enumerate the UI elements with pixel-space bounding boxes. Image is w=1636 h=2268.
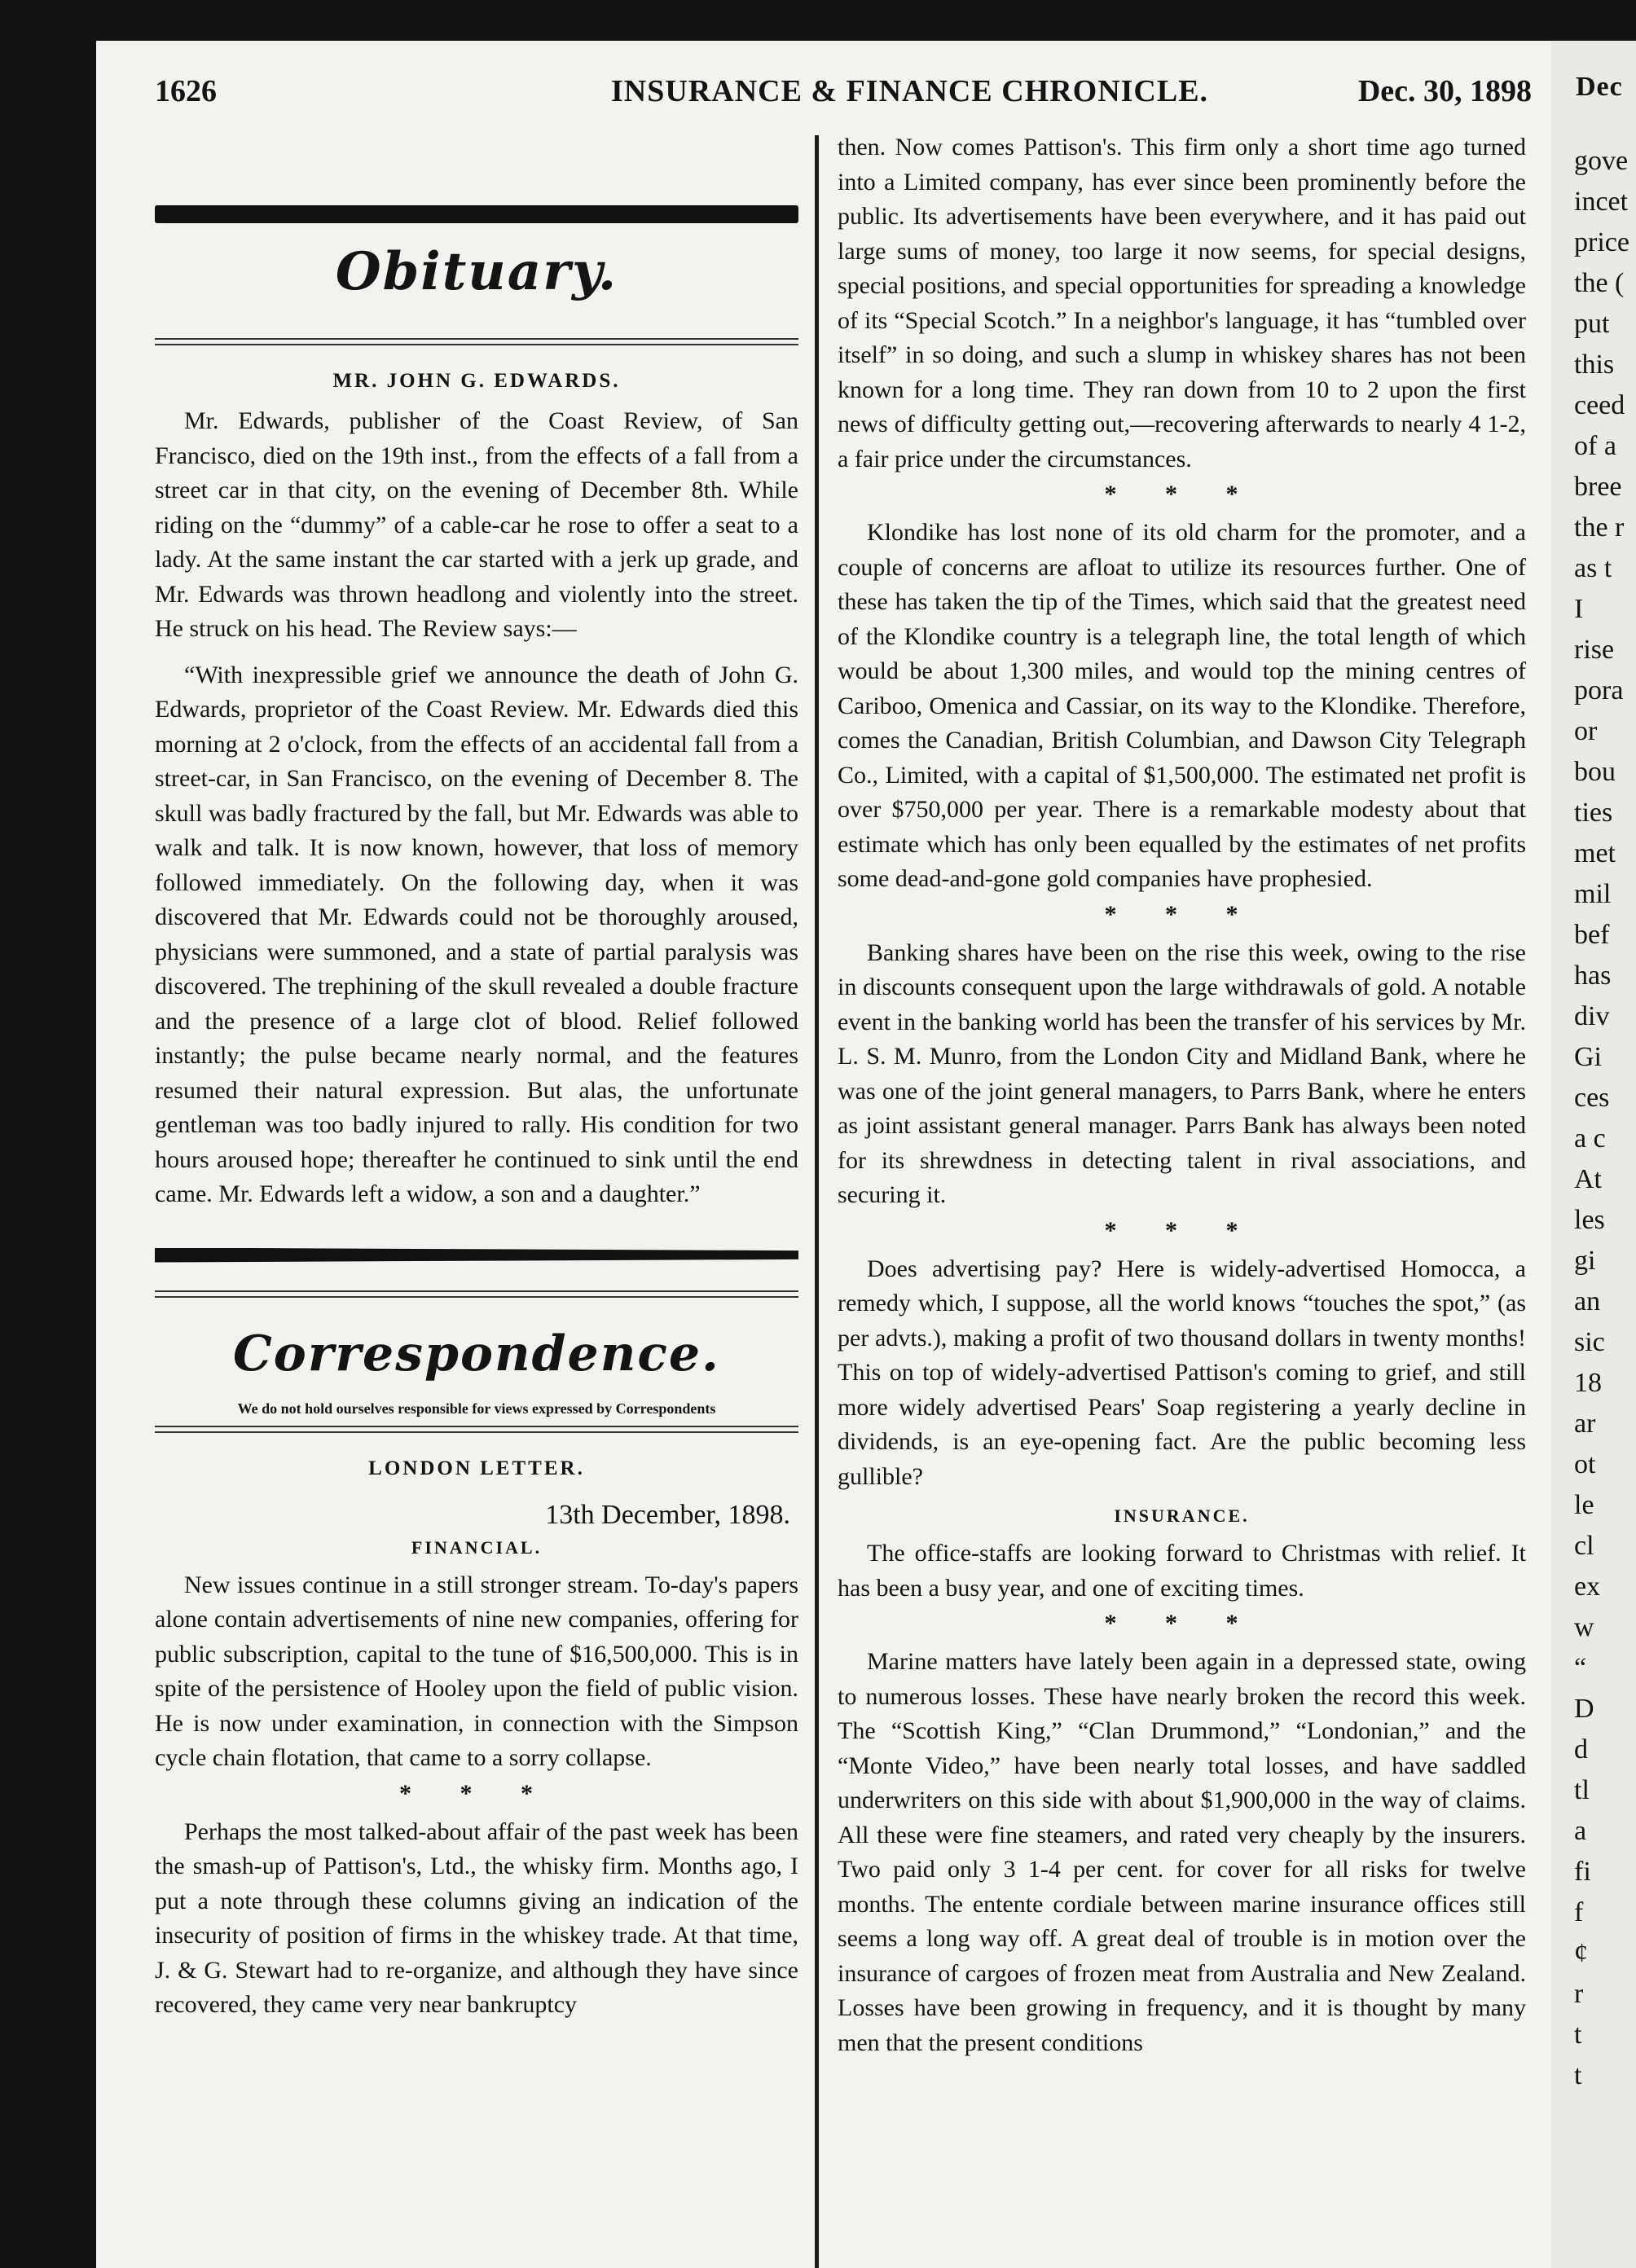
obituary-rule <box>155 338 798 345</box>
financial-paragraph: Perhaps the most talked-about affair of the past week has been the smash-up of Pattison's, Ltd., the whisky firm. Months ago, I put a note through these columns giving an indication of the insecurity of position of firms in the whiskey trade. At that time, J. & G. Stewart had to re-organize, and although they have since recovered, they came very near bankruptcy <box>155 1817 798 2018</box>
obituary-paragraph: Mr. Edwards, publisher of the Coast Review, of San Francisco, died on the 19th inst., from the effects of a fall from a street car in that city, on the evening of December 8th. While riding on the “dummy” of a cable-car he rose to offer a seat to a lady. At the same instant the car started with a jerk up grade, and Mr. Edwards was thrown headlong and violently into the street. He struck on his head. The Review says:— <box>155 407 798 642</box>
issue-date: Dec. 30, 1898 <box>1357 74 1532 108</box>
adjacent-page-line: incet <box>1574 187 1629 217</box>
adjacent-page-fragment <box>1551 41 1636 2268</box>
adjacent-page-line: ex <box>1574 1571 1601 1602</box>
correspondence-rule <box>155 1426 798 1433</box>
running-head <box>155 73 1532 122</box>
obituary-subhead: MR. JOHN G. EDWARDS. <box>332 370 621 392</box>
correspondence-title: Correspondence. <box>233 1325 720 1382</box>
adjacent-page-line: the r <box>1574 512 1625 543</box>
adjacent-page-line: cl <box>1574 1531 1594 1561</box>
adjacent-page-line: a <box>1574 1816 1587 1846</box>
adjacent-page-line: tl <box>1574 1775 1590 1805</box>
adjacent-page-line: has <box>1574 960 1612 991</box>
adjacent-page-line: sic <box>1574 1327 1605 1357</box>
adjacent-page-line: an <box>1574 1286 1601 1316</box>
adjacent-page-line: met <box>1574 838 1616 868</box>
adjacent-page-line: put <box>1574 309 1610 339</box>
adjacent-page-line: I <box>1574 594 1584 624</box>
adjacent-page-line: of a <box>1574 431 1616 461</box>
adjacent-page-line: les <box>1574 1205 1605 1235</box>
adjacent-page-line: price <box>1574 227 1629 257</box>
adjacent-page-line: bree <box>1574 472 1622 502</box>
obituary-top-bar <box>155 205 798 223</box>
adjacent-page-line: w <box>1574 1612 1594 1642</box>
adjacent-page-line: rise <box>1574 635 1615 665</box>
adjacent-page-line: fi <box>1574 1857 1591 1887</box>
right-column <box>838 130 1526 2060</box>
page-number: 1626 <box>155 74 217 108</box>
financial-heading: FINANCIAL. <box>411 1536 543 1558</box>
adjacent-page-line: bef <box>1574 920 1610 950</box>
financial-paragraph: New issues continue in a still stronger stream. To-day's papers alone contain advertisements of nine new companies, offering for public subscription, capital to the tune of $16,500,000. This is in spite of the persistence of Hooley upon the field of public vision. He is now under examination, in connection with the Simpson cycle chain flotation, that came to a sorry collapse. <box>155 1571 798 1771</box>
adjacent-page-line: or <box>1574 716 1598 746</box>
adjacent-page-line: ot <box>1574 1449 1596 1479</box>
adjacent-page-line: d <box>1574 1734 1588 1765</box>
publication-title: INSURANCE & FINANCE CHRONICLE. <box>611 74 1209 108</box>
section-divider-bar <box>155 1248 798 1263</box>
financial-paragraph: then. Now comes Pattison's. This firm only a short time ago turned into a Limited company, has ever since been prominently before the public. Its advertisements have been everywhere, and it has paid out large sums of money, too large it now seems, for special designs, special positions, and special opportunities for spreading a knowledge of its “Special Scotch.” In a neighbor's language, it has “tumbled over itself” in so doing, and such a slump in whiskey shares has not been known for a long time. They ran down from 10 to 2 upon the first news of difficulty getting out,—recovering afterwards to nearly 4 1-2, a fair price under the circumstances. <box>838 134 1526 472</box>
adjacent-page-line: D <box>1574 1694 1594 1724</box>
adjacent-page-line: a c <box>1574 1123 1606 1154</box>
adjacent-page-line: the ( <box>1574 268 1625 298</box>
adjacent-page-line: bou <box>1574 757 1616 787</box>
adjacent-page-line: t <box>1574 2020 1582 2050</box>
financial-paragraph: Klondike has lost none of its old charm for the promoter, and a couple of concerns are afloat to utilize its resources further. One of these has taken the tip of the Times, which said that the greatest need of the Klondike country is a telegraph line, the total length of which would be about 1,300 miles, and would top the mining centres of Cariboo, Omenica and Cassiar, on its way to the Klondike. Therefore, comes the Canadian, British Columbian, and Dawson City Telegraph Co., Limited, with a capital of $1,500,000. The estimated net profit is over $750,000 per year. There is a remarkable modesty about that estimate which has only been equalled by the estimates of net profits some dead-and-gone gold companies have prophesied. <box>838 519 1526 892</box>
insurance-heading: INSURANCE. <box>1114 1505 1250 1526</box>
separator-stars: * * * <box>399 1779 554 1807</box>
adjacent-page-line: gove <box>1574 146 1629 176</box>
insurance-paragraph: The office-staffs are looking forward to Christmas with relief. It has been a busy year, and one of exciting times. <box>838 1540 1526 1602</box>
adjacent-page-line: t <box>1574 2060 1582 2090</box>
adjacent-page-line: f <box>1574 1897 1584 1927</box>
obituary-paragraph: “With inexpressible grief we announce the death of John G. Edwards, proprietor of the Coast Review. Mr. Edwards died this morning at 2 o'clock, from the effects of an accidental fall from a street-car, in San Francisco, on the evening of December 8. The skull was badly fractured by the fall, but Mr. Edwards was able to walk and talk. It is now known, however, that loss of memory followed immediately. On the following day, when it was discovered that Mr. Edwards could not be thoroughly aroused, physicians were summoned, and a state of partial paralysis was discovered. The trephining of the skull revealed a double fracture and the presence of a large clot of blood. Relief followed instantly; the pulse became nearly normal, and the features resumed their natural expression. But alas, the unfortunate gentleman was too badly injured to rally. His condition for two hours aroused hope; thereafter he continued to sink until the end came. Mr. Edwards left a widow, a son and a daughter.” <box>155 661 798 1207</box>
letter-dateline: 13th December, 1898. <box>545 1499 790 1530</box>
obituary-title: Obituary. <box>335 241 618 302</box>
adjacent-page-line: ces <box>1574 1083 1610 1113</box>
adjacent-page-header: Dec <box>1576 72 1623 102</box>
adjacent-page-line: r <box>1574 1979 1584 2009</box>
adjacent-page-line: pora <box>1574 675 1624 705</box>
adjacent-page-line: ceed <box>1574 390 1625 420</box>
newspaper-page <box>96 41 1555 2268</box>
adjacent-page-line: div <box>1574 1001 1610 1031</box>
adjacent-page-line: ¢ <box>1574 1938 1588 1968</box>
left-column <box>155 130 798 2023</box>
adjacent-page-line: mil <box>1574 879 1612 909</box>
correspondence-top-rule <box>155 1290 798 1298</box>
adjacent-page-line: “ <box>1574 1653 1587 1683</box>
column-rule <box>815 135 819 2268</box>
separator-stars: * * * <box>1104 481 1260 508</box>
adjacent-page-line: le <box>1574 1490 1594 1520</box>
adjacent-page-line: this <box>1574 349 1615 380</box>
correspondence-disclaimer: We do not hold ourselves responsible for views expressed by Correspondents <box>237 1400 716 1417</box>
separator-stars: * * * <box>1104 900 1260 928</box>
financial-paragraph: Banking shares have been on the rise this week, owing to the rise in discounts consequent upon the large withdrawals of gold. A notable event in the banking world has been the transfer of his services by Mr. L. S. M. Munro, from the London City and Midland Bank, where he was one of the joint general managers, to Parrs Bank, where he enters as joint assistant general manager. Parrs Bank has always been noted for its shrewdness in detecting talent in rival associations, and securing it. <box>838 938 1526 1208</box>
financial-paragraph: Does advertising pay? Here is widely-advertised Homocca, a remedy which, I suppose, all the world knows “touches the spot,” (as per advts.), making a profit of two thousand dollars in twenty months! This on top of widely-advertised Pattison's coming to grief, and still more widely advertised Pears' Soap registering a yearly decline in dividends, is an eye-opening fact. Are the public becoming less gullible? <box>838 1255 1526 1490</box>
separator-stars: * * * <box>1104 1216 1260 1244</box>
adjacent-page-line: gi <box>1574 1246 1596 1276</box>
adjacent-page-line: as t <box>1574 553 1612 583</box>
letter-title: LONDON LETTER. <box>368 1457 585 1479</box>
adjacent-page-line: ties <box>1574 798 1613 828</box>
separator-stars: * * * <box>1104 1610 1260 1637</box>
insurance-paragraph: Marine matters have lately been again in a depressed state, owing to numerous losses. These have nearly broken the record this week. The “Scottish King,” “Clan Drummond,” “Londonian,” and the “Monte Video,” have been nearly total losses, and have saddled underwriters on this side with about $1,900,000 in the way of claims. All these were fine steamers, and rated very cheaply by the insurers. Two paid only 3 1-4 per cent. for cover for all risks for twelve months. The entente cordiale between marine insurance offices still seems a long way off. A great deal of trouble is in motion over the insurance of cargoes of frozen meat from Australia and New Zealand. Losses have been growing in frequency, and it is thought by many men that the present conditions <box>838 1648 1526 2056</box>
adjacent-page-line: At <box>1574 1164 1602 1194</box>
adjacent-page-line: ar <box>1574 1409 1596 1439</box>
adjacent-page-line: Gi <box>1574 1042 1602 1072</box>
adjacent-page-line: 18 <box>1574 1368 1602 1398</box>
